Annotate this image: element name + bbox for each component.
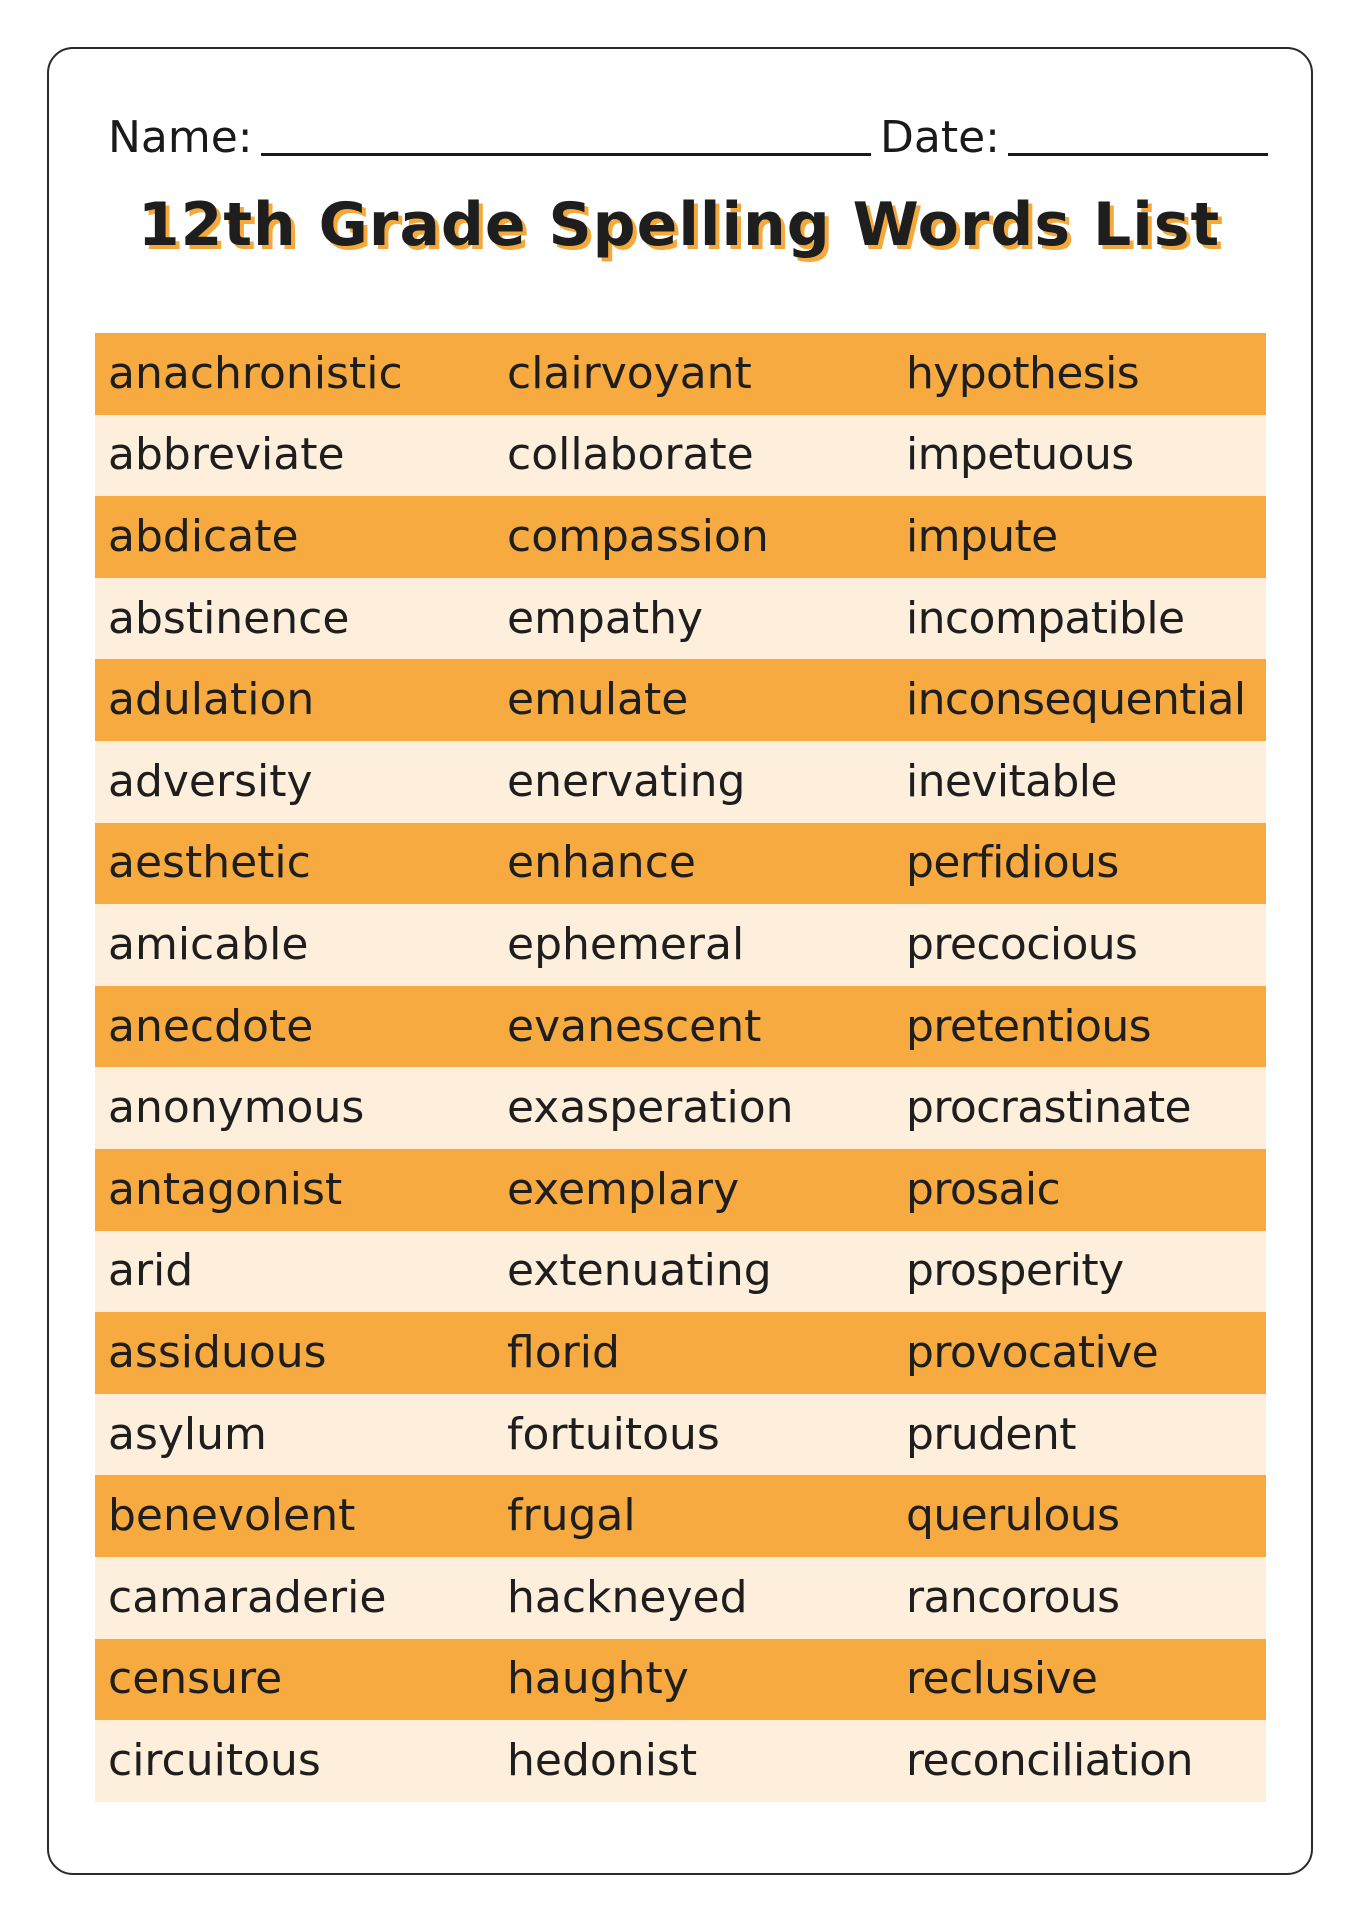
spelling-word: rancorous xyxy=(906,1571,1120,1623)
spelling-word: haughty xyxy=(507,1653,689,1705)
name-blank-line xyxy=(261,152,871,156)
table-row xyxy=(95,1557,1266,1639)
table-row xyxy=(95,741,1266,823)
spelling-word: frugal xyxy=(507,1490,636,1542)
spelling-word: anonymous xyxy=(108,1082,365,1134)
spelling-word: prudent xyxy=(906,1408,1076,1460)
spelling-word: precocious xyxy=(906,918,1138,970)
page-title: 12th Grade Spelling Words List xyxy=(137,190,1221,260)
table-row xyxy=(95,1312,1266,1394)
spelling-word: aesthetic xyxy=(108,837,311,889)
spelling-word: arid xyxy=(108,1245,194,1297)
spelling-word: circuitous xyxy=(108,1734,321,1786)
table-row xyxy=(95,496,1266,578)
spelling-word: abstinence xyxy=(108,592,350,644)
table-row xyxy=(95,986,1266,1068)
spelling-word: censure xyxy=(108,1653,283,1705)
spelling-word: inevitable xyxy=(906,755,1117,807)
spelling-word: amicable xyxy=(108,918,309,970)
spelling-word: benevolent xyxy=(108,1490,356,1542)
table-row xyxy=(95,1067,1266,1149)
spelling-word: anecdote xyxy=(108,1000,314,1052)
table-row xyxy=(95,1149,1266,1231)
table-row xyxy=(95,578,1266,660)
spelling-word: impetuous xyxy=(906,429,1134,481)
spelling-word: hackneyed xyxy=(507,1571,748,1623)
spelling-word: emulate xyxy=(507,674,689,726)
spelling-word: antagonist xyxy=(108,1163,343,1215)
table-row xyxy=(95,415,1266,497)
spelling-word: adversity xyxy=(108,755,313,807)
table-row xyxy=(95,1475,1266,1557)
spelling-word: exemplary xyxy=(507,1163,740,1215)
spelling-word: exasperation xyxy=(507,1082,794,1134)
table-row xyxy=(95,823,1266,905)
table-row xyxy=(95,333,1266,415)
spelling-word: prosperity xyxy=(906,1245,1124,1297)
spelling-word: reclusive xyxy=(906,1653,1098,1705)
spelling-word: abbreviate xyxy=(108,429,345,481)
spelling-word: florid xyxy=(507,1326,620,1378)
spelling-word: adulation xyxy=(108,674,315,726)
date-label: Date: xyxy=(880,112,1000,163)
spelling-word: anachronistic xyxy=(108,347,403,399)
name-label: Name: xyxy=(108,112,253,163)
table-row xyxy=(95,1231,1266,1313)
spelling-word: enervating xyxy=(507,755,746,807)
spelling-word: inconsequential xyxy=(906,674,1246,726)
spelling-word: asylum xyxy=(108,1408,267,1460)
table-row xyxy=(95,659,1266,741)
spelling-word: assiduous xyxy=(108,1326,327,1378)
table-row xyxy=(95,1639,1266,1721)
spelling-word: collaborate xyxy=(507,429,754,481)
spelling-word: querulous xyxy=(906,1490,1120,1542)
spelling-word: extenuating xyxy=(507,1245,772,1297)
spelling-word: evanescent xyxy=(507,1000,762,1052)
spelling-word: enhance xyxy=(507,837,696,889)
spelling-word: perfidious xyxy=(906,837,1119,889)
spelling-word: empathy xyxy=(507,592,704,644)
spelling-word: hypothesis xyxy=(906,347,1140,399)
spelling-word: camaraderie xyxy=(108,1571,387,1623)
table-row xyxy=(95,1394,1266,1476)
spelling-word: prosaic xyxy=(906,1163,1061,1215)
spelling-word: reconciliation xyxy=(906,1734,1193,1786)
spelling-word-table xyxy=(95,333,1266,1802)
date-field xyxy=(880,100,1268,163)
spelling-word: impute xyxy=(906,510,1058,562)
spelling-word: procrastinate xyxy=(906,1082,1191,1134)
spelling-word: incompatible xyxy=(906,592,1185,644)
table-row xyxy=(95,904,1266,986)
spelling-word: pretentious xyxy=(906,1000,1151,1052)
spelling-word: ephemeral xyxy=(507,918,745,970)
name-field xyxy=(108,100,871,163)
spelling-word: fortuitous xyxy=(507,1408,720,1460)
spelling-word: abdicate xyxy=(108,510,299,562)
date-blank-line xyxy=(1008,152,1268,156)
spelling-word: hedonist xyxy=(507,1734,698,1786)
spelling-word: compassion xyxy=(507,510,769,562)
spelling-word: clairvoyant xyxy=(507,347,752,399)
spelling-word: provocative xyxy=(906,1326,1159,1378)
table-row xyxy=(95,1720,1266,1802)
